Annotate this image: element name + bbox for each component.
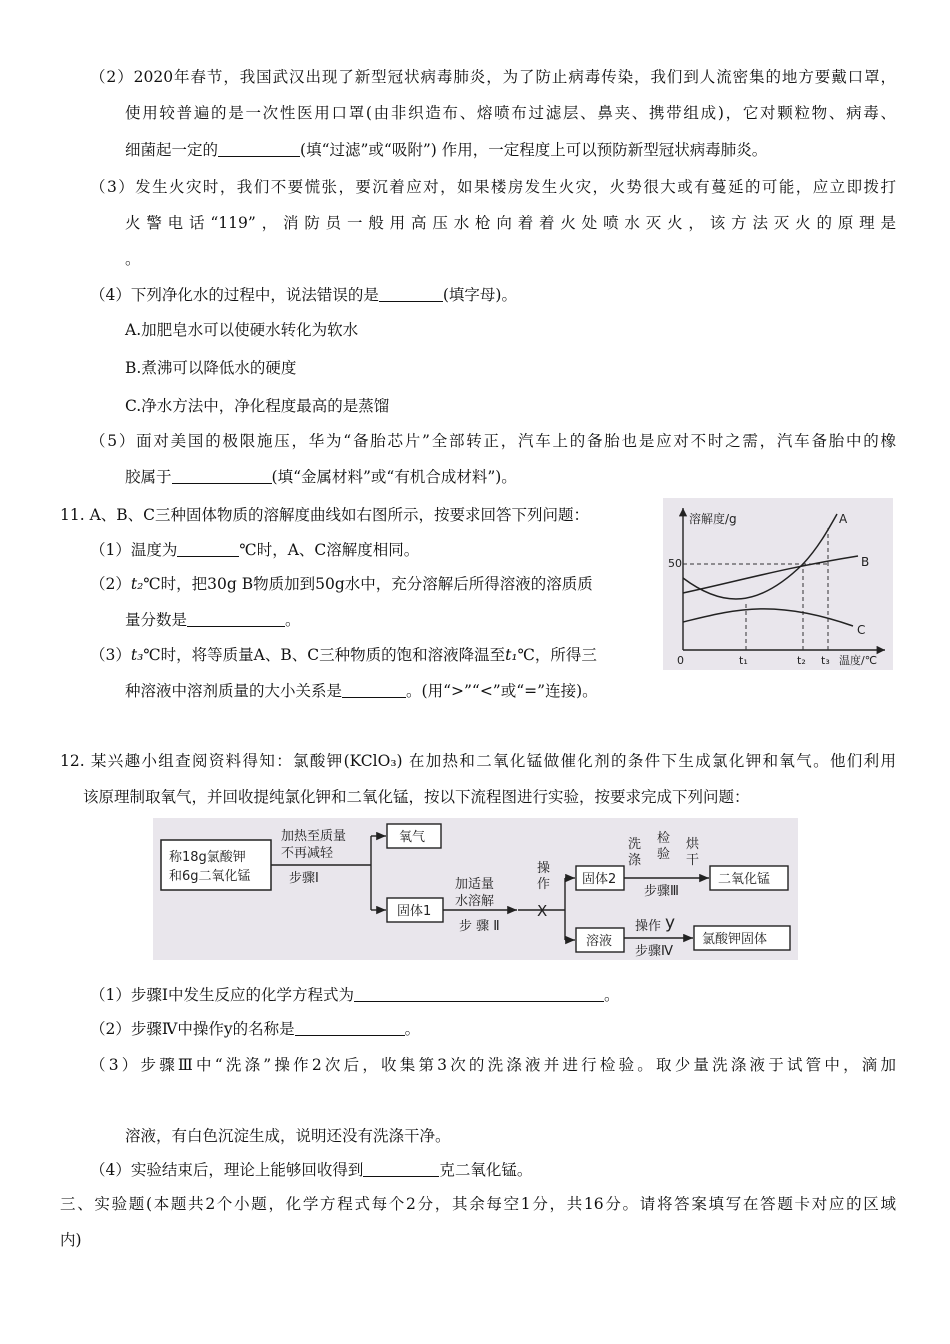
q10-p2-line2: 使用较普遍的是一次性医用口罩(由非织造布、熔喷布过滤层、鼻夹、携带组成)，它对颗粒物、病毒、 — [125, 104, 896, 122]
step4-label: 步骤Ⅳ — [635, 944, 673, 959]
step2-label: 步 骤 Ⅱ — [459, 919, 500, 934]
q10-p4-option-b: B.煮沸可以降低水的硬度 — [125, 359, 297, 377]
answer-blank[interactable] — [172, 468, 272, 484]
q10-p5-text: (填“金属材料”或“有机合成材料”)。 — [271, 468, 517, 486]
solution-text: 溶液 — [586, 934, 613, 949]
q10-p2-text: 细菌起一定的 — [125, 141, 219, 159]
oxygen-text: 氧气 — [399, 830, 426, 845]
answer-blank[interactable] — [177, 541, 239, 557]
x-tick-t2: t₂ — [797, 654, 806, 667]
heat-text-2: 不再减轻 — [281, 846, 334, 861]
q12-part2 — [90, 1019, 420, 1039]
q12-text: （4）实验结束后，理论上能够回收得到 — [90, 1161, 364, 1179]
answer-blank[interactable] — [187, 611, 285, 627]
q12-text: 。 — [604, 986, 620, 1004]
q12-line1: 12. 某兴趣小组查阅资料得知：氯酸钾(KClO₃) 在加热和二氧化锰做催化剂的条件下生成氯化钾和氧气。他们利用 — [60, 752, 896, 770]
q10-p4-option-c: C.净水方法中，净化程度最高的是蒸馏 — [125, 397, 390, 415]
q12-part1 — [90, 985, 620, 1005]
q11-text: 。 — [285, 611, 301, 629]
q10-p4-text: (填字母)。 — [442, 286, 517, 304]
wash-text-2: 涤 — [628, 853, 642, 868]
q10-p5-text: 胶属于 — [125, 468, 172, 486]
q11-text: 量分数是 — [125, 611, 188, 629]
q11-text: ℃时，A、C溶解度相同。 — [239, 541, 420, 559]
q10-p2-line3 — [125, 140, 767, 160]
answer-blank[interactable] — [342, 682, 406, 698]
q10-p5-line2 — [125, 467, 517, 487]
q11-text: ℃时，将等质量A、B、C三种物质的饱和溶液降温至 — [143, 646, 506, 664]
q10-p3-line1: （3）发生火灾时，我们不要慌张，要沉着应对，如果楼房发生火灾，火势很大或有蔓延的可能，应立即拨打 — [90, 178, 896, 196]
opx-text-2: 作 — [537, 877, 551, 892]
q12-part4 — [90, 1160, 532, 1180]
opx-text-1: 操 — [537, 861, 551, 876]
q10-p5-line1: （5）面对美国的极限施压，华为“备胎芯片”全部转正，汽车上的备胎也是应对不时之需，汽车备胎中的橡 — [90, 432, 896, 450]
curve-a — [683, 514, 837, 599]
x-tick-t3: t₃ — [821, 654, 830, 667]
wash-text-1: 洗 — [628, 837, 642, 852]
dry-text-1: 烘 — [686, 837, 700, 852]
x-tick-t1: t₁ — [739, 654, 748, 667]
q12-text: 。 — [404, 1020, 421, 1038]
q12-part3: （3）步骤Ⅲ中“洗涤”操作2次后，收集第3次的洗涤液并进行检验。取少量洗涤液于试管中，滴加 — [90, 1056, 896, 1074]
q11-text: （2） — [90, 575, 131, 593]
q12-text: （1）步骤Ⅰ中发生反应的化学方程式为 — [90, 986, 354, 1004]
y-axis-label: 溶解度/g — [689, 512, 737, 526]
flow-chart — [153, 818, 798, 960]
curve-a-label: A — [839, 512, 848, 526]
q11-part1 — [90, 540, 419, 560]
q11-part2 — [90, 574, 593, 594]
q11-text: 种溶液中溶剂质量的大小关系是 — [125, 682, 343, 700]
q10-p4-option-a: A.加肥皂水可以使硬水转化为软水 — [125, 321, 359, 339]
q12-text: （2）步骤Ⅳ中操作y的名称是 — [90, 1020, 295, 1038]
q10-p2-text: (填“过滤”或“吸附”) 作用，一定程度上可以预防新型冠状病毒肺炎。 — [300, 141, 768, 159]
q11-text: 。(用“>”“<”或“=”连接)。 — [406, 682, 598, 700]
start-text-2: 和6g二氧化锰 — [169, 869, 251, 884]
kcl-text: 氯酸钾固体 — [702, 932, 768, 947]
q10-p4-stem — [90, 285, 517, 305]
check-text-1: 检 — [657, 831, 671, 846]
q11-stem: 11. A、B、C三种固体物质的溶解度曲线如右图所示，按要求回答下列问题： — [60, 506, 590, 524]
dry-text-2: 干 — [686, 853, 700, 868]
q11-part3 — [90, 645, 597, 665]
q12-line2: 该原理制取氧气，并回收提纯氯化钾和二氧化锰，按以下流程图进行实验，按要求完成下列问题： — [83, 788, 750, 806]
opx-label: X — [537, 902, 548, 920]
answer-blank[interactable] — [354, 986, 604, 1002]
q11-part3-line2 — [125, 681, 598, 701]
check-text-2: 验 — [657, 847, 671, 862]
curve-b — [683, 556, 858, 593]
q11-temp-label: t₂ — [130, 575, 144, 593]
answer-blank[interactable] — [379, 286, 443, 302]
q10-p3-line2: 火警电话“119”，消防员一般用高压水枪向着着火处喷水灭火，该方法灭火的原理是 — [125, 214, 896, 232]
q10-p2-line1: （2）2020年春节，我国武汉出现了新型冠状病毒肺炎，为了防止病毒传染，我们到人流密集的地方要戴口罩， — [90, 68, 896, 86]
origin-label: 0 — [677, 654, 684, 667]
q12-part3-line2: 溶液，有白色沉淀生成，说明还没有洗涤干净。 — [125, 1127, 451, 1145]
dissolve-text-2: 水溶解 — [455, 894, 495, 909]
section3-heading-line2: 内) — [60, 1231, 82, 1249]
x-axis-label: 温度/℃ — [839, 654, 878, 667]
opy-text: 操作 — [635, 919, 662, 934]
opy-label: y — [665, 913, 676, 933]
mno2-text: 二氧化锰 — [718, 872, 771, 887]
heat-text-1: 加热至质量 — [281, 829, 347, 844]
solid2-text: 固体2 — [582, 872, 617, 887]
q12-text: 克二氧化锰。 — [439, 1161, 533, 1179]
q10-p4-text: （4）下列净化水的过程中，说法错误的是 — [90, 286, 379, 304]
curve-b-label: B — [861, 555, 870, 569]
q10-p3-line3: 。 — [125, 250, 141, 268]
solid1-text: 固体1 — [397, 904, 432, 919]
step1-label: 步骤Ⅰ — [289, 871, 319, 886]
step3-label: 步骤Ⅲ — [644, 884, 679, 899]
q11-temp-label: t₁ — [505, 646, 518, 664]
y-tick-50: 50 — [668, 557, 682, 570]
dissolve-text-1: 加适量 — [455, 877, 495, 892]
q11-text: ℃时，把30g B物质加到50g水中，充分溶解后所得溶液的溶质质 — [143, 575, 593, 593]
q11-text: （3） — [90, 646, 131, 664]
q11-part2-line2 — [125, 610, 301, 630]
section3-heading: 三、实验题(本题共2个小题，化学方程式每个2分，其余每空1分，共16分。请将答案填写在答题卡对应的区域 — [60, 1195, 896, 1213]
answer-blank[interactable] — [295, 1020, 405, 1036]
answer-blank[interactable] — [218, 141, 300, 157]
start-text-1: 称18g氯酸钾 — [169, 850, 246, 865]
answer-blank[interactable] — [363, 1161, 439, 1177]
q11-temp-label: t₃ — [130, 646, 144, 664]
solubility-graph — [663, 498, 893, 670]
q11-text: （1）温度为 — [90, 541, 178, 559]
q11-text: ℃，所得三 — [517, 646, 597, 664]
curve-c-label: C — [857, 623, 866, 637]
